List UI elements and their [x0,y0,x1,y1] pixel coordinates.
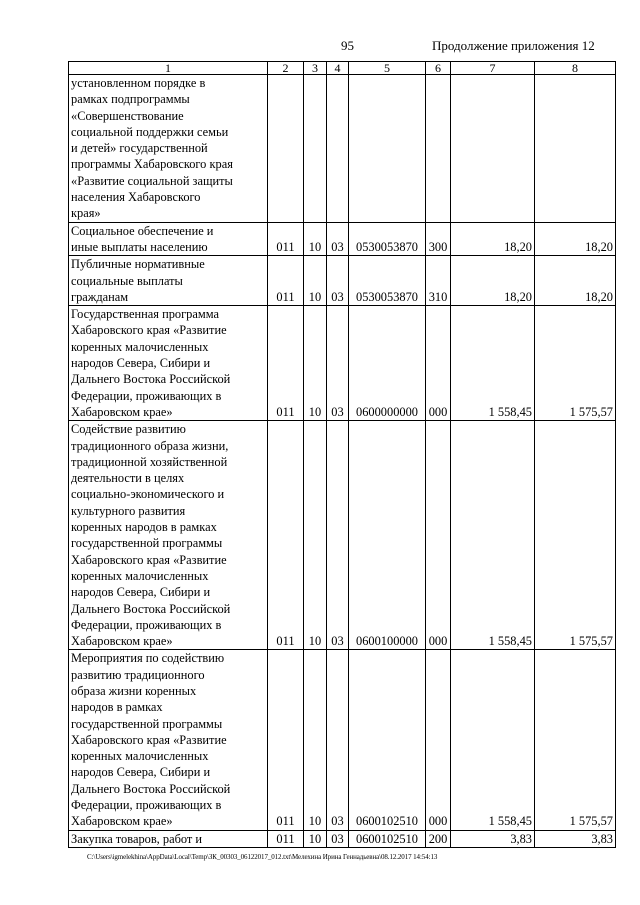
description-line: образа жизни коренных [71,683,197,698]
amount-2018: 1 558,45 [451,421,535,650]
subsection-code: 03 [327,421,349,650]
description-line: Закупка товаров, работ и [71,831,203,846]
description-line: установленном порядке в [71,76,206,90]
section-code: 10 [304,306,327,421]
description-line: развитию традиционного [71,667,205,682]
row-description [69,421,268,650]
description-line: иные выплаты населению [71,239,208,254]
description-line: Хабаровском крае» [71,404,173,419]
amount-2019: 3,83 [535,830,616,847]
budget-table [68,61,616,848]
column-header: 3 [304,62,327,75]
amount-2019: 1 575,57 [535,306,616,421]
description-line: социальные выплаты [71,273,183,288]
description-line: Хабаровского края «Развитие [71,323,227,338]
amount-2019 [535,75,616,223]
section-code [304,75,327,223]
page-number: 95 [341,38,354,53]
column-header: 6 [426,62,451,75]
ministry-code: 011 [268,222,304,256]
description-line: «Совершенствование [71,108,184,123]
expense-type-code: 300 [426,222,451,256]
target-article-code: 0600000000 [349,306,426,421]
description-line: Государственная программа [71,307,219,322]
description-line: рамках подпрограммы [71,92,190,107]
description-line: Федерации, проживающих в [71,388,222,403]
subsection-code: 03 [327,650,349,830]
amount-2018: 1 558,45 [451,306,535,421]
amount-2018 [451,75,535,223]
ministry-code: 011 [268,830,304,847]
description-line: Хабаровского края «Развитие [71,552,227,567]
description-line: народов Севера, Сибири и [71,765,211,780]
section-code: 10 [304,256,327,306]
description-line: Хабаровском крае» [71,634,173,649]
ministry-code: 011 [268,256,304,306]
ministry-code: 011 [268,306,304,421]
description-line: народов в рамках [71,700,163,715]
amount-2018: 1 558,45 [451,650,535,830]
target-article-code: 0600100000 [349,421,426,650]
description-line: Федерации, проживающих в [71,617,222,632]
ministry-code: 011 [268,650,304,830]
subsection-code: 03 [327,830,349,847]
section-code: 10 [304,421,327,650]
section-code: 10 [304,830,327,847]
table-row [69,222,616,256]
description-line: Хабаровского края «Развитие [71,732,227,747]
table-row [69,830,616,847]
continuation-label: Продолжение приложения 12 [432,38,595,53]
description-line: культурного развития [71,503,186,518]
description-line: Мероприятия по содействию [71,651,225,666]
table-header-row [69,62,616,75]
description-line: коренных малочисленных [71,749,209,764]
ministry-code [268,75,304,223]
subsection-code [327,75,349,223]
column-header: 1 [69,62,268,75]
description-line: государственной программы [71,716,223,731]
description-line: Федерации, проживающих в [71,798,222,813]
description-line: социально-экономического и [71,487,225,502]
description-line: населения Хабаровского [71,190,201,205]
amount-2018: 3,83 [451,830,535,847]
description-line: коренных народов в рамках [71,520,217,535]
table-row [69,650,616,830]
expense-type-code: 310 [426,256,451,306]
amount-2019: 1 575,57 [535,421,616,650]
target-article-code: 0600102510 [349,650,426,830]
subsection-code: 03 [327,222,349,256]
description-line: традиционной хозяйственной [71,454,228,469]
subsection-code: 03 [327,306,349,421]
table-row [69,306,616,421]
description-line: Содействие развитию [71,422,186,437]
description-line: гражданам [71,289,129,304]
amount-2019: 18,20 [535,256,616,306]
amount-2018: 18,20 [451,222,535,256]
description-line: Дальнего Востока Российской [71,372,231,387]
row-description [69,306,268,421]
expense-type-code: 000 [426,306,451,421]
description-line: края» [71,206,101,221]
description-line: народов Севера, Сибири и [71,356,211,371]
footer-file-path: C:\Users\igmelekhina\AppData\Local\Temp\ЗК_00303_06122017_012.txt\Мелехина Ирина Геннадьевна\08.12.2017 14:54:13 [87,853,438,861]
section-code: 10 [304,222,327,256]
description-line: Дальнего Востока Российской [71,601,231,616]
row-description [69,830,268,847]
ministry-code: 011 [268,421,304,650]
description-line: «Развитие социальной защиты [71,173,233,188]
expense-type-code: 200 [426,830,451,847]
column-header: 7 [451,62,535,75]
column-header: 4 [327,62,349,75]
row-description [69,256,268,306]
row-description [69,75,268,223]
section-code: 10 [304,650,327,830]
description-line: коренных малочисленных [71,339,209,354]
description-line: Социальное обеспечение и [71,223,214,238]
description-line: Дальнего Востока Российской [71,781,231,796]
target-article-code: 0600102510 [349,830,426,847]
target-article-code [349,75,426,223]
description-line: Публичные нормативные [71,257,205,272]
description-line: социальной поддержки семьи [71,124,229,139]
amount-2019: 1 575,57 [535,650,616,830]
description-line: государственной программы [71,536,223,551]
column-header: 8 [535,62,616,75]
row-description [69,650,268,830]
table-row [69,421,616,650]
description-line: коренных малочисленных [71,568,209,583]
description-line: Хабаровском крае» [71,814,173,829]
column-header: 5 [349,62,426,75]
column-header: 2 [268,62,304,75]
description-line: традиционного образа жизни, [71,438,229,453]
target-article-code: 0530053870 [349,222,426,256]
table-row [69,75,616,223]
expense-type-code: 000 [426,650,451,830]
description-line: народов Севера, Сибири и [71,585,211,600]
description-line: и детей» государственной [71,141,208,156]
description-line: деятельности в целях [71,471,185,486]
description-line: программы Хабаровского края [71,157,233,172]
expense-type-code: 000 [426,421,451,650]
row-description [69,222,268,256]
table-row [69,256,616,306]
subsection-code: 03 [327,256,349,306]
amount-2019: 18,20 [535,222,616,256]
expense-type-code [426,75,451,223]
target-article-code: 0530053870 [349,256,426,306]
amount-2018: 18,20 [451,256,535,306]
